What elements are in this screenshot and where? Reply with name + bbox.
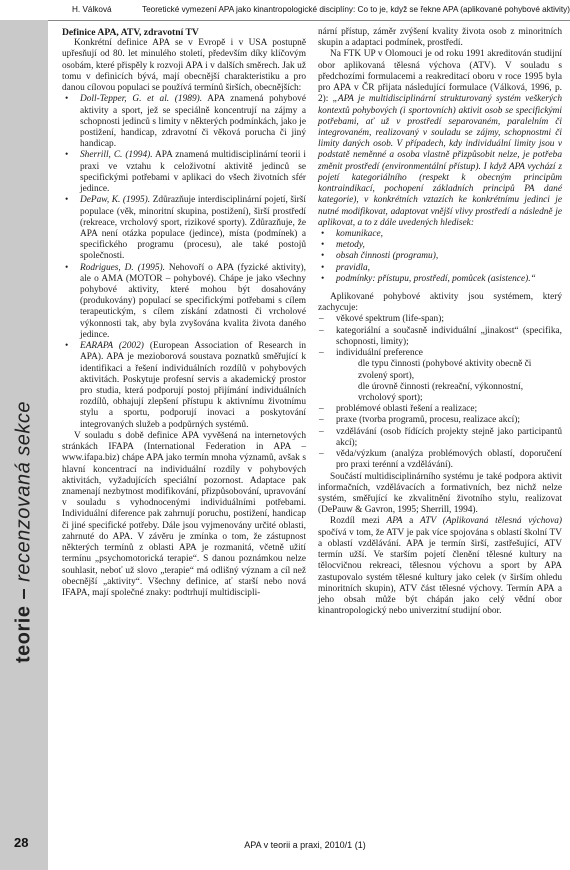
definition-source: Doll-Tepper, G. et al. (1989).	[80, 94, 203, 105]
quote-aspects-list	[318, 229, 562, 285]
definition-text: APA znamená pohybové aktivity a sport, jež se speciálně koncentrují na zájmy a schopnosti jedinců s limity v některých podmínkách, jako je postižení, handicap, zdravotní či věková porucha či jiný handicap.	[80, 94, 306, 150]
quote-aspect-item	[318, 240, 562, 251]
quote-aspect-text: komunikace,	[336, 228, 383, 239]
left-column	[62, 27, 306, 599]
quote-aspect-text: pravidla,	[336, 262, 370, 273]
spacer	[318, 285, 562, 292]
section-label-part2: recenzovaná sekce	[12, 400, 35, 582]
quote-aspect-text: podmínky: přístupu, prostředí, pomůcek (asistence).“	[336, 273, 536, 284]
apa-atv-paragraph	[318, 516, 562, 617]
quote-aspect-text: obsah činnosti (programu),	[336, 251, 439, 262]
preference-subitem: dle úrovně činnosti (rekreační, výkonnostní, vrcholový sport);	[358, 381, 524, 403]
quote-aspect-item	[318, 251, 562, 262]
running-header	[0, 0, 570, 21]
section-sidebar	[0, 20, 48, 870]
definition-item	[62, 341, 306, 431]
ftk-paragraph	[318, 49, 562, 229]
ftk-text: Na FTK UP v Olomouci je od roku 1991 akreditován studijní obor aplikovaná tělesná výchova (ATV). V souladu s předchozími formulacemi a reakreditací oboru v roce 1995 byla pro APA v ČR přijata následující formulace (Válková, 1996, p. 2):	[318, 49, 562, 105]
journal-footer: APA v teorii a praxi, 2010/1 (1)	[244, 840, 366, 850]
atv-term: ATV (Aplikovaná tělesná výchova)	[419, 516, 562, 527]
definition-source: DePaw, K. (1995).	[80, 195, 151, 206]
apa-term: APA	[386, 516, 403, 527]
quote-aspect-item	[318, 274, 562, 285]
system-item: – kategoriální a současně individuální „jinakost“ (specifika, schopnosti, limity);	[318, 326, 562, 348]
multidisciplinary-paragraph: Součástí multidisciplinárního systému je také podpora aktivit informačních, vzdělávacích a formativních, bez nichž nelze systém, směřující ke zkvalitnění životního stylu, realizovat (DePauw & Gavron, 1995; Sherrill, 1994).	[318, 471, 562, 516]
quote-aspect-item	[318, 263, 562, 274]
definition-text: (European Association of Research in APA). APA je mezioborová soustava poznatků směřující k identifikaci a řešení individuálních rozdílů v pohybových aktivitách. Poskytuje profesní servis a akademický prostor pro studia, která podporují postoj přijímání individuálních rozdílů, obhajují zlepšení přístupu k aktivnímu životnímu stylu a sportu, podporují inovaci a poskytování integrovaných služeb a podpůrných systémů.	[80, 341, 306, 430]
system-item: – praxe (tvorba programů, procesu, realizace akcí);	[318, 415, 562, 426]
page-number: 28	[14, 835, 29, 850]
apa-definition-quote: „APA je multidisciplinární strukturovaný systém veškerých kontextů pohybových (i sportovních) aktivit osob se specifickými potřebami, ať už v prostředí separovaném, paralelním či integrovaném, realizovaný v souladu se zájmy, schopnostmi či limity daných osob. V případech, kdy individuální limity jsou v podstatě neměnné a osoba vlastně přizpůsobit nelze, je potřeba změnit prostředí (environmentální přístup). I když APA vychází z pojetí kategoriálního (respekt k obecným principům kontraindikací, pochopení základních principů PA dané kategorie), v konkrétních vztazích ke konkrétnímu jedinci je nutné modifikovat, adaptovat vnější vlivy prostředí a následně je aplikovat, a to z dále uvedených hledisek:	[318, 94, 562, 228]
apa-atv-text: spočívá v tom, že ATV je pak více spojována s oblastí školní TV a oblastí vzdělávání. APA je termín širší, zastřešující, ATV termín užší. Ve starším pojetí členění tělesné kultury na tělocvičnou rekreaci, tělesnou výchovu a sport by APA zastupovalo systém tělesné kultury jako celek (v širším ohledu minoritních skupin), ATV část tělesné výchovy. Termín APA a jeho obsah může být chápán jako celý vědní obor kinantropologický nebo univerzitní studijní obor.	[318, 527, 562, 617]
header-author: H. Válková	[72, 5, 112, 14]
definition-item	[62, 195, 306, 262]
definition-text: Nehovoří o APA (fyzické aktivity), ale o AMA (MOTOR – pohybové). Chápe je jako všechny pohybové aktivity, které mohou být dosahovány (produkovány) populací se specifickými potřebami s cílem terapeutickým, s cílem získání zdatnosti či vrcholové výkonnosti tak, aby byla zvyšována kvalita života daného jedince.	[80, 262, 306, 340]
apa-atv-text: Rozdíl mezi	[330, 516, 387, 527]
system-list	[318, 314, 562, 359]
definition-source: Rodrigues, D. (1995).	[80, 262, 165, 273]
definitions-list	[62, 94, 306, 431]
definition-item	[62, 94, 306, 150]
definition-item	[62, 263, 306, 342]
system-item: – věkové spektrum (life-span);	[318, 314, 562, 325]
section-heading: Definice APA, ATV, zdravotní TV	[62, 27, 199, 38]
system-paragraph: Aplikované pohybové aktivity jsou systémem, který zachycuje:	[318, 292, 562, 314]
system-item: – vzdělávání (osob řídících projekty stejně jako participantů akcí);	[318, 427, 562, 449]
system-list-continued	[318, 404, 562, 471]
intro-paragraph: Konkrétní definice APA se v Evropě i v USA postupně upřesňují od 80. let minulého století, především díky klíčovým osobám, které přispěly k rozvoji APA i v dalších směrech. Jak už tomu v definicích bývá, mají obecnější charakteristiku a pro danou cílovou populaci se používá termínů širších, obecnějších:	[62, 38, 306, 94]
system-item: – individuální preference	[318, 348, 562, 359]
apa-atv-text: a	[402, 516, 420, 527]
definition-text: APA znamená multidisciplinární teorii i praxi ve vztahu k celoživotní aktivitě jedinců se specifickými potřebami v aplikaci do všech životních sfér jedince.	[80, 150, 307, 195]
section-label-part1: teorie –	[12, 581, 35, 664]
definition-source: Sherrill, C. (1994).	[80, 150, 153, 161]
right-column	[318, 27, 562, 617]
continued-paragraph: nární přístup, záměr zvýšení kvality života osob z minoritních skupin a adaptaci podmínek, prostředí.	[318, 27, 562, 49]
definition-text: Zdůrazňuje interdisciplinární pojetí, širší populace (věk, minoritní skupina, postižení), širší prostředí (rekreace, vrcholový sport, rizikové sporty). Zdůrazňuje, že APA není otázka populace (jedince), místa (podmínek) a specifického programu (procesu), ale také postojů společnosti.	[80, 195, 306, 262]
header-running-title: Teoretické vymezení APA jako kinantropologické disciplíny: Co to je, když se řekne APA (aplikované pohybové aktivity)	[142, 5, 570, 14]
definition-source: EARAPA (2002)	[80, 341, 144, 352]
preference-subitem: dle typu činnosti (pohybové aktivity obecně či zvolený sport),	[358, 359, 532, 381]
quote-aspect-item	[318, 229, 562, 240]
system-item: – problémové oblasti řešení a realizace;	[318, 404, 562, 415]
section-label	[13, 401, 36, 663]
system-item: – věda/výzkum (analýza problémových oblastí, doporučení pro praxi terénní a vzdělávání).	[318, 449, 562, 471]
ifapa-paragraph: V souladu s době definice APA vyvěšená na internetových stránkách IFAPA (International Federation in APA – www.ifapa.biz) chápe APA jako termín mnoha významů, avšak s hlavní koncentrací na individuální rozdíly v pohybových aktivitách, vyžadujících speciální pozornost. Adaptace pak znamenají nezbytnost modifikování, přizpůsobování, upravování v souladu s vyhodnocenými individuálními potřebami. Individuální diference pak zahrnují poruchu, postižení, handicap či jiné specifické potřeby. Dále jsou vyjmenovány určité oblasti, zahrnuté do APA. V závěru je zmínka o tom, že zástupnost některých termínů z oblasti APA je rozmanitá, včetně užití termínu „psychomotorická terapie“. S danou poznámkou nelze souhlasit, neboť už slovo „terapie“ má odlišný význam a cíl než obecnější „aktivity“. Všechny definice, ať starší nebo nová IFAPA, mají společné znaky: podtrhují multidiscipli-	[62, 430, 306, 598]
quote-aspect-text: metody,	[336, 240, 365, 251]
definition-item	[62, 150, 306, 195]
